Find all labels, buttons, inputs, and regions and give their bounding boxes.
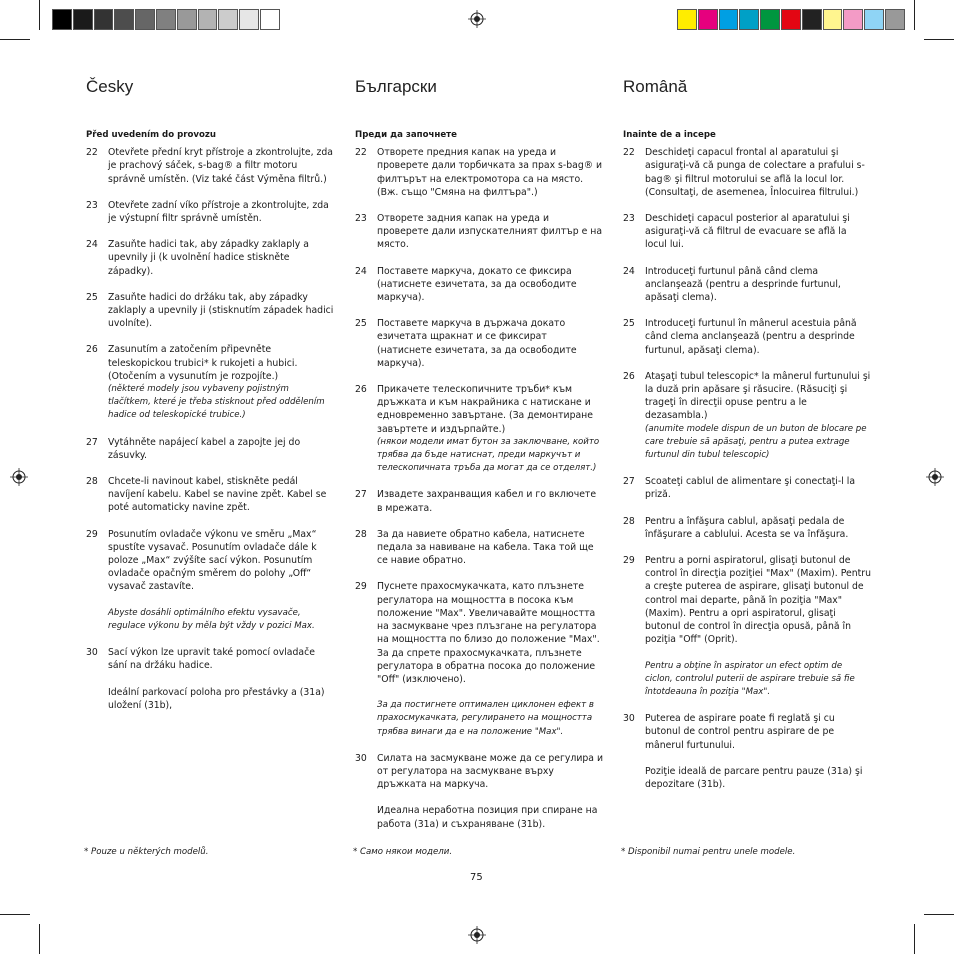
step-text: Chcete-li navinout kabel, stiskněte pedál navíjení kabelu. Kabel se navine zpět. Kabel se poté automaticky navine zpět. — [108, 476, 327, 514]
instruction-item — [621, 265, 871, 305]
instruction-item — [621, 146, 871, 199]
instruction-item — [84, 343, 334, 422]
step-text: Пуснете прахосмукачката, като плъзнете регулатора на мощността в посока към положение "Max". Увеличавайте мощността на засмукване чрез плъзгане на регулатора на мощността по близо до положение "Max". За да спрете прахосмукачката, плъзнете регулатора в обратна посока до положение "Off" (изключено). — [377, 581, 600, 685]
step-text: Pentru a porni aspiratorul, glisaţi butonul de control în direcţia poziţiei "Max" (Maxim). Pentru a creşte puterea de aspirare, glisaţi butonul de control mai departe, până în poziţia "Max" (Maxim). Pentru a opri aspiratorul, glisaţi butonul de control în direcţia opusă, până în poziţia "Off" (Oprit). — [645, 555, 871, 646]
step-text: Deschideţi capacul posterior al aparatului şi asiguraţi-vă că filtrul de evacuare se află la locul lui. — [645, 213, 850, 251]
crop-mark — [0, 914, 30, 915]
color-swatch — [239, 9, 259, 30]
step-body — [377, 146, 603, 199]
step-number: 29 — [623, 555, 635, 567]
column-romanian — [621, 77, 871, 804]
color-swatch — [885, 9, 905, 30]
step-number: 30 — [86, 647, 98, 659]
step-text: Отворете предния капак на уреда и проверете дали торбичката за прах s-bag® и филтърът на електромотора са на място. (Вж. също "Смяна на филтъра".) — [377, 147, 603, 198]
step-body — [108, 199, 334, 225]
step-text: Posunutím ovladače výkonu ve směru „Max“ spustíte vysavač. Posunutím ovladače dále k poloze „Max“ zvýšíte sací výkon. Posunutím ovladače opačným směrem do polohy „Off“ vysavač zastavíte. — [108, 528, 317, 593]
process-color-bar — [677, 9, 906, 31]
instruction-item — [353, 212, 603, 252]
color-swatch — [823, 9, 843, 30]
color-swatch — [719, 9, 739, 30]
step-note: (anumite modele dispun de un buton de blocare pe care trebuie să apăsaţi, pentru a putea extrage furtunul din tubul telescopic) — [645, 423, 867, 461]
color-swatch — [677, 9, 697, 30]
section-heading: Před uvedením do provozu — [86, 130, 217, 140]
color-swatch — [802, 9, 822, 30]
color-swatch — [843, 9, 863, 30]
step-number: 30 — [355, 752, 367, 764]
step-body — [108, 343, 334, 422]
color-swatch — [781, 9, 801, 30]
step-text: Zasuňte hadici do držáku tak, aby západky zaklaply a upevnily ji (stisknutím západek hadici uvolníte). — [108, 291, 334, 330]
step-text: Scoateţi cablul de alimentare şi conectaţi-l la priză. — [645, 476, 856, 501]
step-text: Otevřete zadní víko přístroje a zkontrolujte, zda je výstupní filtr správně umístěn. — [108, 199, 329, 225]
instruction-item — [621, 712, 871, 791]
instruction-item — [621, 370, 871, 462]
step-body — [108, 146, 334, 186]
instruction-item — [621, 212, 871, 252]
step-text: Силата на засмукване може да се регулира и от регулатора на засмукване върху дръжката на маркуча. — [377, 752, 603, 791]
footnote-czech: * Pouze u některých modelů. — [84, 847, 209, 857]
step-note: Abyste dosáhli optimálního efektu vysavače, regulace výkonu by měla být vždy v pozici Max. — [108, 607, 315, 631]
step-note: (някои модели имат бутон за заключване, който трябва да бъде натиснат, преди маркучът и телескопичната тръба да могат да се отделят.) — [377, 436, 600, 474]
step-text: Sací výkon lze upravit také pomocí ovladače sání na držáku hadice. — [108, 647, 315, 672]
instruction-item — [353, 752, 603, 831]
color-swatch — [94, 9, 114, 30]
step-number: 26 — [623, 370, 635, 382]
step-text: Ataşaţi tubul telescopic* la mânerul furtunului şi la duză prin apăsare şi răsucire. (Răsuciţi şi trageţi în direcţii opuse pentru a le dezasambla.) — [645, 370, 871, 422]
step-number: 29 — [86, 528, 98, 540]
step-number: 29 — [355, 581, 367, 593]
step-body — [645, 712, 871, 791]
step-number: 28 — [86, 476, 98, 488]
step-body — [377, 580, 603, 738]
instruction-item — [621, 515, 871, 541]
step-body — [377, 265, 603, 305]
instruction-item — [84, 475, 334, 515]
step-number: 28 — [623, 515, 635, 527]
crop-mark — [914, 0, 915, 30]
step-text: Zasunutím a zatočením připevněte teleskopickou trubici* k rukojeti a hubici. (Otočením a vysunutím je rozpojíte.) — [108, 344, 298, 382]
step-body — [377, 528, 603, 568]
crop-mark — [39, 0, 40, 30]
crop-mark — [914, 924, 915, 954]
instruction-item — [353, 580, 603, 738]
crop-mark — [924, 914, 954, 915]
page-number: 75 — [470, 872, 483, 883]
instruction-item — [84, 238, 334, 278]
step-number: 25 — [623, 318, 635, 330]
step-number: 30 — [623, 713, 635, 725]
crop-mark — [39, 924, 40, 954]
step-text: Zasuňte hadici tak, aby západky zaklaply a upevnily ji (k uvolnění hadice stiskněte západky). — [108, 239, 309, 277]
color-swatch — [177, 9, 197, 30]
crop-mark — [924, 39, 954, 40]
color-swatch — [698, 9, 718, 30]
step-body — [645, 554, 871, 699]
step-text-extra: Идеална неработна позиция при спиране на работа (31a) и съхраняване (31b). — [377, 805, 598, 830]
step-number: 27 — [355, 489, 367, 501]
step-body — [377, 488, 603, 514]
color-swatch — [156, 9, 176, 30]
color-swatch — [760, 9, 780, 30]
step-number: 24 — [86, 239, 98, 251]
step-text: Introduceţi furtunul în mânerul acestuia până când clema anclanşează (pentru a desprinde furtunul, apăsaţi clema). — [645, 318, 857, 356]
column-title: Česky — [86, 77, 134, 96]
instruction-item — [84, 291, 334, 331]
step-text: Introduceţi furtunul până când clema anclanşează (pentru a desprinde furtunul, apăsaţi clema). — [645, 265, 841, 304]
step-text: Поставете маркуча в държача докато езичетата щракнат и се фиксират (натиснете езичетата, за да освободите маркуча). — [377, 318, 577, 369]
color-swatch — [73, 9, 93, 30]
step-number: 24 — [623, 265, 635, 277]
registration-mark-icon — [468, 926, 486, 944]
gray-color-bar — [52, 9, 281, 31]
instruction-item — [353, 265, 603, 305]
step-number: 27 — [623, 476, 635, 488]
step-text: За да навиете обратно кабела, натиснете педала за навиване на кабела. Така той ще се навие обратно. — [377, 528, 594, 567]
instruction-item — [84, 436, 334, 462]
step-body — [377, 317, 603, 370]
step-body — [645, 212, 871, 252]
step-body — [377, 383, 603, 475]
color-swatch — [135, 9, 155, 30]
step-body — [645, 317, 871, 357]
instruction-item — [353, 528, 603, 568]
step-number: 22 — [86, 147, 98, 159]
step-body — [108, 475, 334, 515]
instruction-item — [353, 383, 603, 475]
footnote-bulgarian: * Само някои модели. — [353, 847, 453, 857]
step-number: 22 — [623, 147, 635, 159]
step-number: 25 — [355, 318, 367, 330]
step-text-extra: Poziţie ideală de parcare pentru pauze (31a) şi depozitare (31b). — [645, 765, 863, 790]
instruction-item — [84, 146, 334, 186]
column-title: Български — [355, 77, 437, 96]
step-body — [645, 265, 871, 305]
step-number: 22 — [355, 147, 367, 159]
instruction-item — [84, 199, 334, 225]
step-number: 26 — [355, 384, 367, 396]
step-body — [108, 291, 334, 331]
color-swatch — [260, 9, 280, 30]
registration-mark-icon — [10, 468, 28, 486]
color-swatch — [52, 9, 72, 30]
step-note: (některé modely jsou vybaveny pojistným tlačítkem, které je třeba stisknout před oddělením hadice od teleskopické trubice.) — [108, 384, 325, 421]
registration-mark-icon — [926, 468, 944, 486]
crop-mark — [0, 39, 30, 40]
step-number: 23 — [86, 199, 98, 211]
step-number: 28 — [355, 528, 367, 540]
step-number: 25 — [86, 291, 98, 303]
step-body — [645, 370, 871, 462]
step-body — [377, 212, 603, 252]
instruction-item — [621, 554, 871, 699]
instruction-item — [621, 475, 871, 501]
step-number: 24 — [355, 265, 367, 277]
step-text-extra: Ideální parkovací poloha pro přestávky a (31a) uložení (31b), — [108, 686, 325, 711]
column-czech — [84, 77, 334, 725]
instruction-item — [621, 317, 871, 357]
footnote-romanian: * Disponibil numai pentru unele modele. — [621, 847, 796, 857]
instruction-item — [84, 528, 334, 633]
color-swatch — [114, 9, 134, 30]
section-heading: Inainte de a incepe — [623, 130, 716, 140]
step-number: 23 — [623, 213, 635, 225]
step-text: Прикачете телескопичните тръби* към дръжката и към накрайника с натискане и едновременно завъртане. (За демонтиране завъртете и издърпайте.) — [377, 384, 593, 435]
color-swatch — [864, 9, 884, 30]
step-note: За да постигнете оптимален циклонен ефект в прахосмукачката, регулирането на мощността трябва винаги да е на положение "Max". — [377, 700, 594, 737]
step-text: Извадете захранващия кабел и го включете в мрежата. — [377, 489, 597, 514]
instruction-item — [353, 317, 603, 370]
step-body — [108, 528, 334, 633]
step-text: Отворете задния капак на уреда и проверете дали изпускателният филтър е на място. — [377, 213, 603, 251]
column-title: Română — [623, 77, 688, 96]
color-swatch — [739, 9, 759, 30]
step-body — [108, 436, 334, 462]
step-text: Поставете маркуча, докато се фиксира (натиснете езичетата, за да освободите маркуча). — [377, 265, 577, 304]
step-number: 26 — [86, 344, 98, 356]
step-number: 23 — [355, 213, 367, 225]
step-number: 27 — [86, 436, 98, 448]
step-body — [645, 146, 871, 199]
step-body — [108, 238, 334, 278]
step-body — [645, 515, 871, 541]
instruction-item — [84, 646, 334, 712]
step-body — [377, 752, 603, 831]
section-heading: Преди да започнете — [355, 130, 457, 140]
color-swatch — [198, 9, 218, 30]
column-bulgarian — [353, 77, 603, 844]
step-text: Deschideţi capacul frontal al aparatului şi asiguraţi-vă că punga de colectare a prafului s-bag® şi filtrul motorului se află la locul lor. (Consultaţi, de asemenea, Înlocuirea filtrului.) — [645, 147, 865, 198]
instruction-item — [353, 488, 603, 514]
step-note: Pentru a obţine în aspirator un efect optim de ciclon, controlul puterii de aspirare trebuie să fie întotdeauna în poziţia "Max". — [645, 660, 855, 697]
step-text: Puterea de aspirare poate fi reglată şi cu butonul de control pentru aspirare de pe mânerul furtunului. — [645, 713, 835, 751]
step-body — [108, 646, 334, 712]
color-swatch — [218, 9, 238, 30]
instruction-item — [353, 146, 603, 199]
step-text: Pentru a înfăşura cablul, apăsaţi pedala de înfăşurare a cablului. Acesta se va înfăşura. — [645, 515, 849, 540]
registration-mark-icon — [468, 10, 486, 28]
step-text: Otevřete přední kryt přístroje a zkontrolujte, zda je prachový sáček, s-bag® a filtr motoru správně umístěn. (Viz také část Výměna filtrů.) — [108, 147, 334, 185]
step-body — [645, 475, 871, 501]
step-text: Vytáhněte napájecí kabel a zapojte jej do zásuvky. — [108, 436, 301, 461]
